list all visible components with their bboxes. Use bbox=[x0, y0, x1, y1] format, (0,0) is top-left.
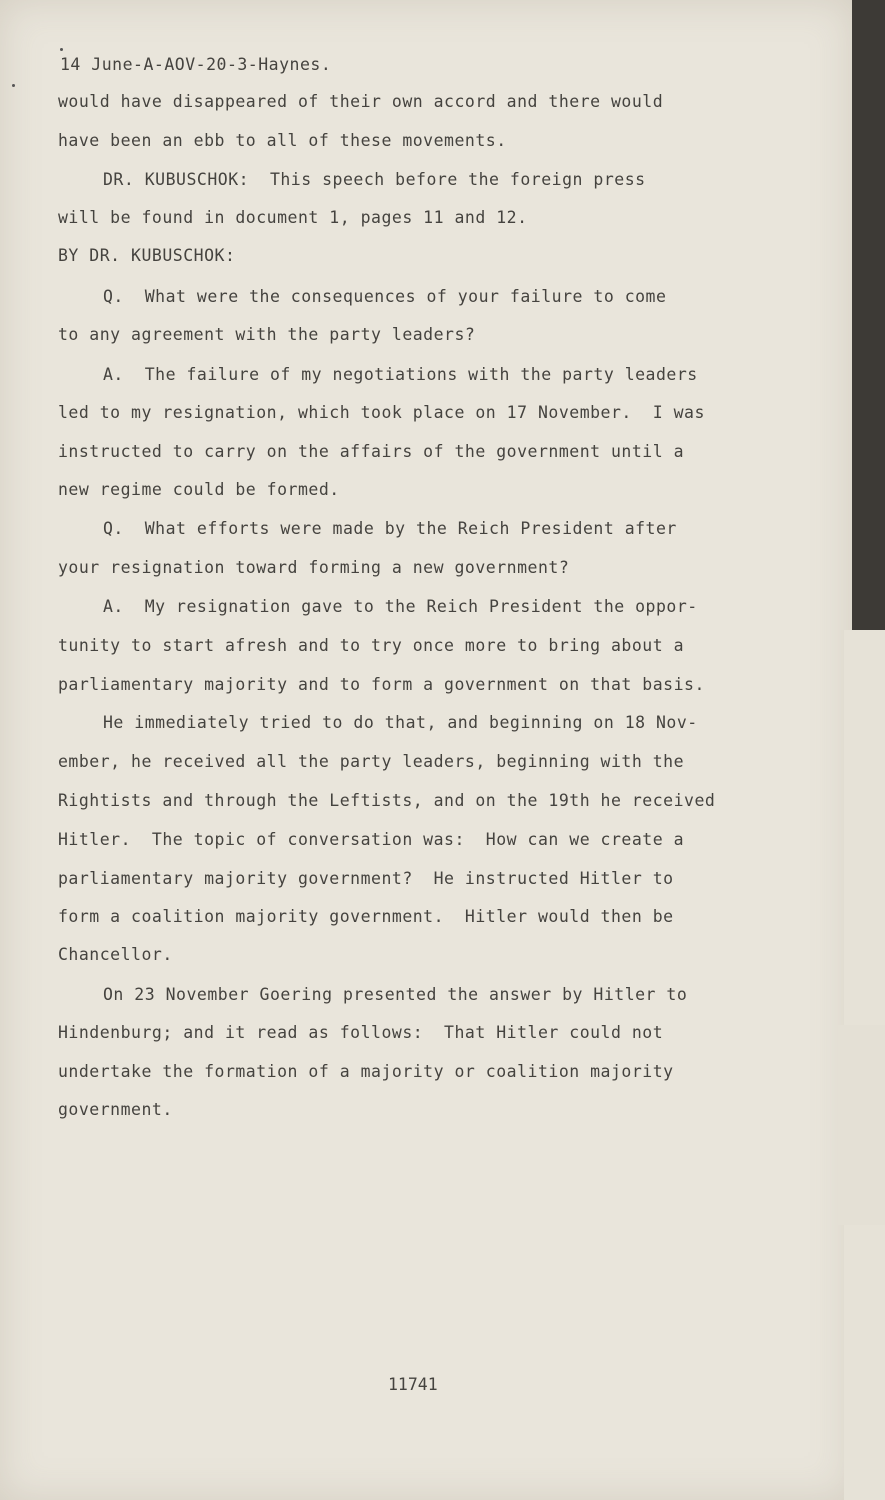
text-line: government. bbox=[58, 1100, 173, 1119]
text-line: Chancellor. bbox=[58, 945, 173, 964]
text-line: A. The failure of my negotiations with the party leaders bbox=[103, 365, 698, 384]
text-line: ember, he received all the party leaders, beginning with the bbox=[58, 752, 685, 771]
page-header: 14 June-A-AOV-20-3-Haynes. bbox=[60, 55, 332, 74]
text-line: BY DR. KUBUSCHOK: bbox=[58, 246, 236, 265]
text-line: DR. KUBUSCHOK: This speech before the foreign press bbox=[103, 170, 646, 189]
text-line: Rightists and through the Leftists, and on the 19th he received bbox=[58, 791, 716, 810]
text-line: new regime could be formed. bbox=[58, 480, 340, 499]
text-line: tunity to start afresh and to try once more to bring about a bbox=[58, 636, 685, 655]
text-line: A. My resignation gave to the Reich President the oppor- bbox=[103, 597, 698, 616]
text-line: led to my resignation, which took place on 17 November. I was bbox=[58, 403, 705, 422]
text-line: have been an ebb to all of these movements. bbox=[58, 131, 507, 150]
text-line: to any agreement with the party leaders? bbox=[58, 325, 476, 344]
text-line: Hindenburg; and it read as follows: That Hitler could not bbox=[58, 1023, 664, 1042]
text-line: would have disappeared of their own accord and there would bbox=[58, 92, 664, 111]
page-number: 11741 bbox=[388, 1375, 438, 1394]
text-line: On 23 November Goering presented the answer by Hitler to bbox=[103, 985, 688, 1004]
text-line: Hitler. The topic of conversation was: How can we create a bbox=[58, 830, 685, 849]
text-line: undertake the formation of a majority or coalition majority bbox=[58, 1062, 674, 1081]
text-line: will be found in document 1, pages 11 and 12. bbox=[58, 208, 528, 227]
text-line: instructed to carry on the affairs of the government until a bbox=[58, 442, 685, 461]
text-line: parliamentary majority government? He instructed Hitler to bbox=[58, 869, 674, 888]
text-line: your resignation toward forming a new government? bbox=[58, 558, 570, 577]
text-line: Q. What were the consequences of your failure to come bbox=[103, 287, 667, 306]
text-line: He immediately tried to do that, and beginning on 18 Nov- bbox=[103, 713, 698, 732]
text-line: Q. What efforts were made by the Reich President after bbox=[103, 519, 677, 538]
text-line: form a coalition majority government. Hitler would then be bbox=[58, 907, 674, 926]
text-line: parliamentary majority and to form a government on that basis. bbox=[58, 675, 705, 694]
